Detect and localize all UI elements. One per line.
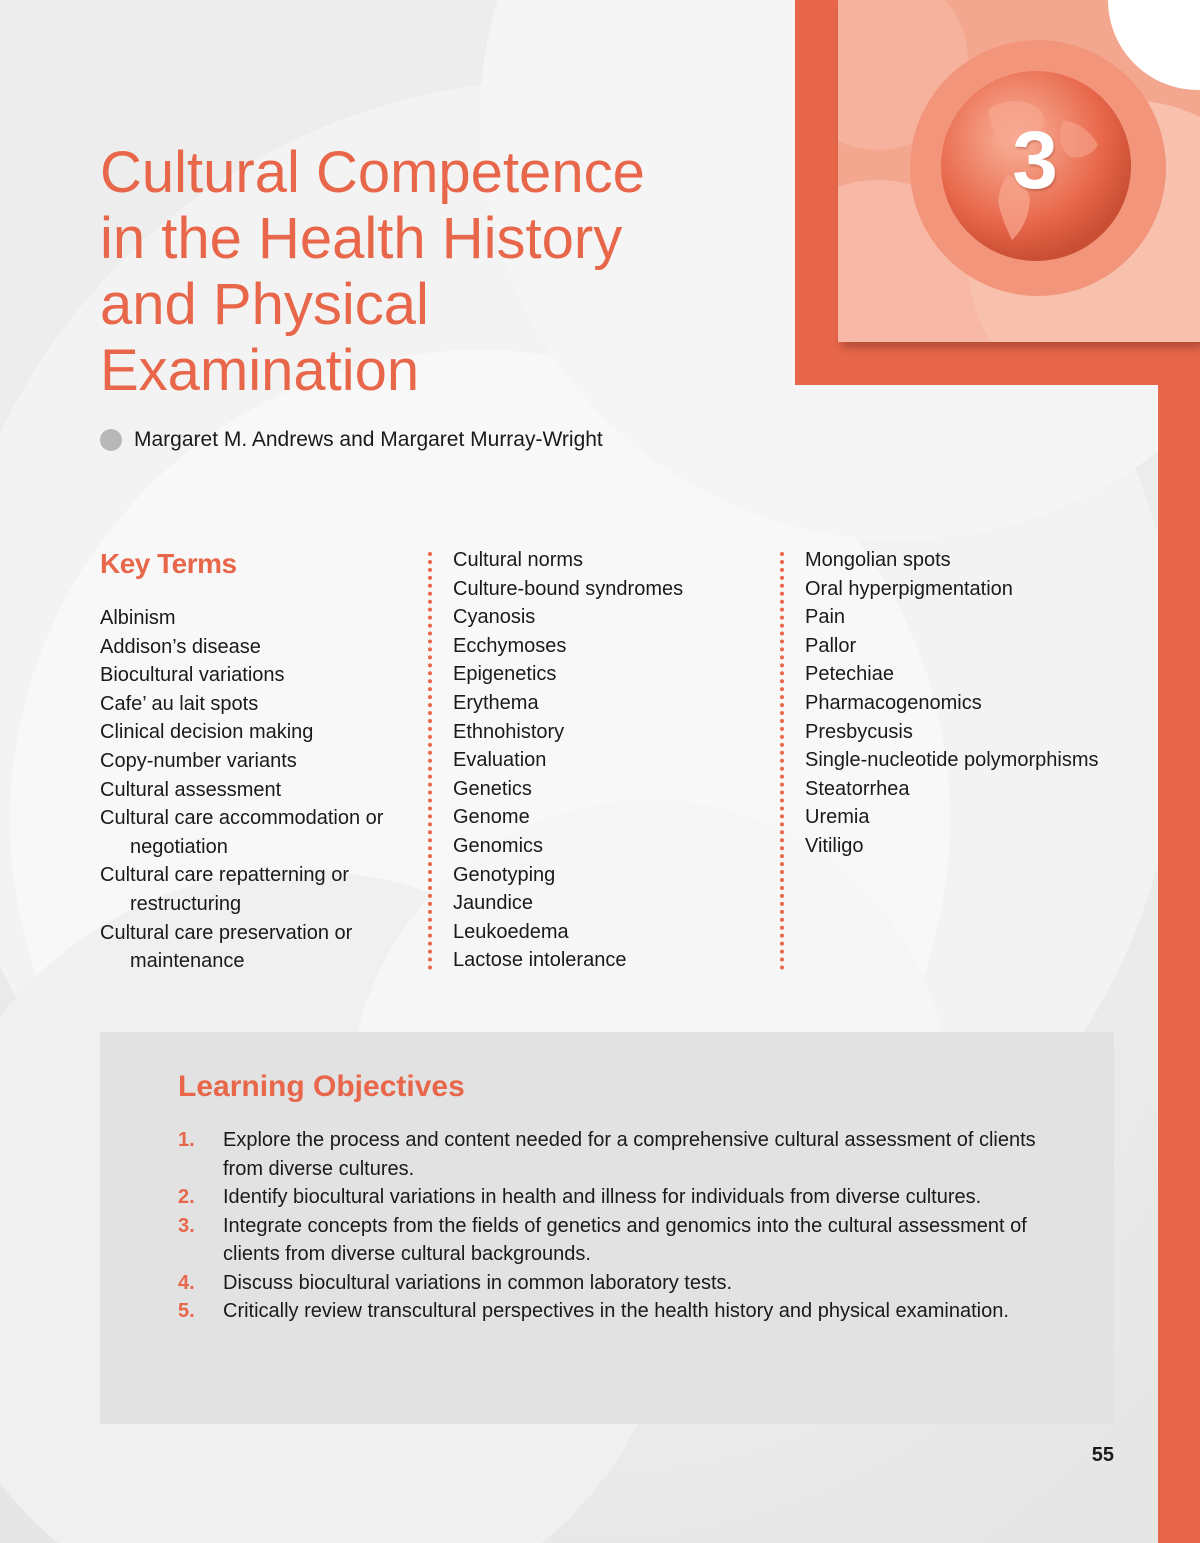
key-term: Epigenetics	[453, 663, 557, 686]
key-term: Steatorrhea	[805, 777, 910, 800]
key-term: Cultural care preservation or maintenance	[100, 921, 353, 973]
objective-number: 4.	[178, 1271, 195, 1294]
objective-number: 2.	[178, 1186, 195, 1208]
objective-text: Explore the process and content needed for a comprehensive cultural assessment of clients from diverse cultures.	[223, 1129, 1036, 1180]
key-term: Copy-number variants	[100, 749, 297, 772]
bullet-dot-icon	[100, 429, 122, 451]
key-term: Albinism	[100, 607, 176, 629]
key-term: Biocultural variations	[100, 664, 285, 687]
authors	[100, 428, 603, 452]
title-line: Cultural Competence	[100, 140, 645, 205]
key-term: Cafe’ au lait spots	[100, 692, 259, 715]
key-term: Uremia	[805, 806, 870, 829]
objective-number: 3.	[178, 1214, 195, 1237]
key-term: Cyanosis	[453, 606, 536, 629]
title-line: in the Health History	[100, 206, 623, 271]
key-term: Leukoedema	[453, 920, 569, 943]
column-divider	[428, 552, 432, 970]
objective-item	[178, 1297, 1038, 1326]
title-line: and Physical	[100, 272, 429, 337]
key-term: Culture-bound syndromes	[453, 577, 684, 600]
objective-text: Critically review transcultural perspectives in the health history and physical examination.	[223, 1300, 1009, 1322]
key-term: Ecchymoses	[453, 634, 567, 657]
key-terms-column-1	[100, 604, 420, 976]
chapter-title	[100, 140, 760, 404]
key-term: Petechiae	[805, 663, 894, 686]
key-term: Cultural care accommodation or negotiation	[100, 807, 384, 858]
key-term: Jaundice	[453, 892, 534, 915]
key-term: Mongolian spots	[805, 549, 951, 571]
key-terms-column-3	[805, 546, 1145, 861]
key-term: Oral hyperpigmentation	[805, 577, 1013, 600]
title-line: Examination	[100, 338, 420, 403]
author-names: Margaret M. Andrews and Margaret Murray-Wright	[134, 428, 603, 451]
objective-item	[178, 1212, 1038, 1269]
column-divider	[780, 552, 784, 970]
objective-text: Integrate concepts from the fields of genetics and genomics into the cultural assessment of clients from diverse cultural backgrounds.	[223, 1214, 1027, 1265]
key-term: Genome	[453, 806, 530, 829]
key-term: Cultural assessment	[100, 778, 282, 801]
key-term: Single-nucleotide polymorphisms	[805, 749, 1099, 772]
key-terms-heading: Key Terms	[100, 548, 237, 579]
objective-number: 1.	[178, 1129, 195, 1151]
key-term: Ethnohistory	[453, 720, 565, 743]
key-term: Presbycusis	[805, 720, 913, 743]
chapter-number: 3	[1012, 115, 1058, 206]
learning-objectives-box	[100, 1032, 1114, 1424]
key-term: Genetics	[453, 777, 532, 800]
objective-item	[178, 1269, 1038, 1298]
key-term: Pharmacogenomics	[805, 691, 982, 714]
page-number: 55	[1091, 1444, 1114, 1466]
learning-objectives-heading: Learning Objectives	[178, 1070, 465, 1103]
key-term: Vitiligo	[805, 834, 864, 857]
key-term: Genotyping	[453, 863, 556, 886]
objective-item	[178, 1183, 1038, 1212]
key-term: Addison’s disease	[100, 635, 261, 658]
objective-number: 5.	[178, 1300, 195, 1322]
edge-strip	[1158, 385, 1200, 1543]
key-term: Pallor	[805, 634, 857, 657]
key-terms-column-2	[453, 546, 773, 975]
key-term: Genomics	[453, 834, 544, 857]
objective-text: Identify biocultural variations in health and illness for individuals from diverse cultures.	[223, 1186, 982, 1208]
objective-text: Discuss biocultural variations in common laboratory tests.	[223, 1271, 733, 1294]
key-term: Lactose intolerance	[453, 949, 627, 972]
objective-item	[178, 1126, 1038, 1183]
key-term: Pain	[805, 606, 846, 629]
key-term: Cultural norms	[453, 549, 584, 571]
learning-objectives-list	[178, 1126, 1038, 1326]
key-term: Clinical decision making	[100, 721, 314, 744]
key-term: Erythema	[453, 691, 539, 714]
key-term: Cultural care repatterning or restructuring	[100, 864, 350, 915]
key-term: Evaluation	[453, 749, 547, 772]
